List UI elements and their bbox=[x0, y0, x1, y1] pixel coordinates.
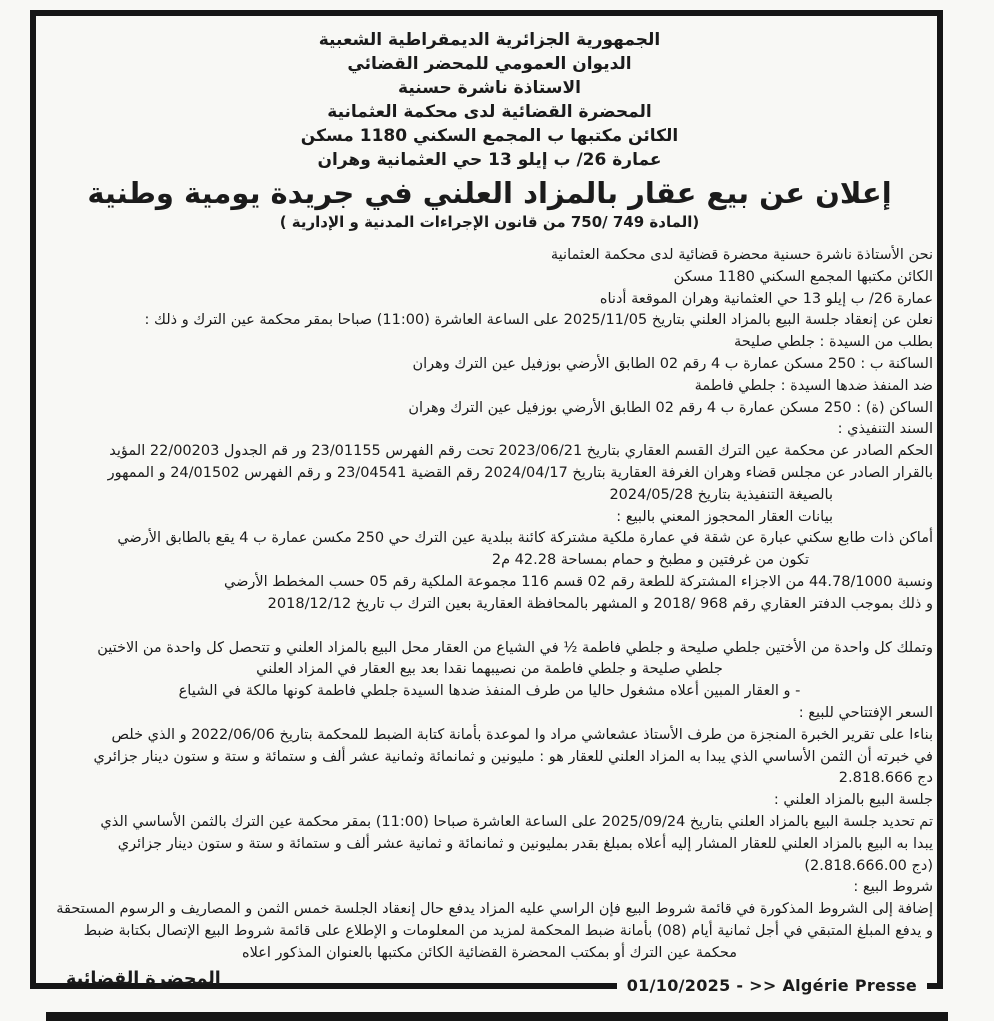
document-line: الكائن مكتبها المجمع السكني 1180 مسكن bbox=[673, 268, 933, 285]
document-line: و ذلك بموجب الدفتر العقاري رقم 968 /2018 و المشهر بالمحافظة العقارية بعين الترك ب تاريخ 2018/12/12 bbox=[267, 595, 933, 612]
document-line: بناءا على تقرير الخبرة المنجزة من طرف الأستاذ عشعاشي مراد وا لموعدة بأمانة كتابة الضبط للمحكمة بتاريخ 2022/06/06 و الذي خلص bbox=[111, 726, 933, 743]
document-line: الساكنة ب : 250 مسكن عمارة ب 4 رقم 02 الطابق الأرضي بوزفيل عين الترك وهران bbox=[412, 355, 933, 372]
header-line: الجمهورية الجزائرية الديمقراطية الشعبية bbox=[318, 30, 661, 50]
document-line: السعر الإفتتاحي للبيع : bbox=[798, 704, 933, 721]
document-line: بالقرار الصادر عن مجلس قضاء وهران الغرفة العقارية بتاريخ 2024/04/17 رقم القضية 23/04541 و رقم الفهرس 24/01502 و الممهور bbox=[107, 464, 933, 481]
page-subtitle: (المادة 749 /750 من قانون الإجراءات المدنية و الإدارية ) bbox=[279, 213, 700, 231]
document-line: بالصيغة التنفيذية بتاريخ 2024/05/28 bbox=[609, 486, 833, 503]
document-frame bbox=[30, 10, 943, 995]
document-line: وتملك كل واحدة من الأختين جلطي صليحة و جلطي فاطمة ½ في الشياع من العقار محل البيع بالمزاد العلني و تتحصل كل واحدة من الاختين bbox=[97, 639, 933, 656]
document-line: نعلن عن إنعقاد جلسة البيع بالمزاد العلني بتاريخ 2025/11/05 على الساعة العاشرة (11:00) صباحا بمقر محكمة عين الترك و ذلك : bbox=[144, 312, 933, 329]
next-document-top-border bbox=[46, 1012, 948, 1021]
document-line: بيانات العقار المحجوز المعني بالبيع : bbox=[616, 508, 833, 525]
document-line: الحكم الصادر عن محكمة عين الترك القسم العقاري بتاريخ 2023/06/21 تحت رقم الفهرس 23/01155 ور قم الجدول 22/00203 المؤيد bbox=[109, 443, 933, 460]
document-header bbox=[46, 28, 933, 172]
document-line: إضافة إلى الشروط المذكورة في قائمة شروط البيع فإن الراسي عليه المزاد يدفع حال إنعقاد الجلسة خمس الثمن و المصاريف و الرسوم المستحقة bbox=[56, 901, 933, 918]
page-title: إعلان عن بيع عقار بالمزاد العلني في جريدة يومية وطنية bbox=[87, 176, 892, 210]
document-line: دج 2.818.666 bbox=[838, 770, 933, 787]
document-line: جلطي صليحة و جلطي فاطمة من نصيبهما نقدا بعد بيع العقار في المزاد العلني bbox=[256, 661, 723, 678]
document-line: - و العقار المبين أعلاه مشغول حاليا من طرف المنفذ ضدها السيدة جلطي فاطمة كونها مالكة في الشياع bbox=[178, 683, 801, 700]
document-line: جلسة البيع بالمزاد العلني : bbox=[773, 792, 933, 809]
document-line: بطلب من السيدة : جلطي صليحة bbox=[733, 334, 933, 351]
document-line: السند التنفيذي : bbox=[837, 421, 933, 438]
document-line: الساكن (ة) : 250 مسكن عمارة ب 4 رقم 02 الطابق الأرضي بوزفيل عين الترك وهران bbox=[408, 399, 933, 416]
document-line: تم تحديد جلسة البيع بالمزاد العلني بتاريخ 2025/09/24 على الساعة العاشرة صباحا (11:00) بمقر محكمة عين الترك بالثمن الأساسي الذي bbox=[100, 813, 933, 830]
header-line: عمارة 26/ ب إيلو 13 حي العثمانية وهران bbox=[317, 150, 662, 170]
document-body bbox=[46, 245, 933, 965]
document-line: أماكن ذات طابع سكني عبارة عن شقة في عمارة ملكية مشتركة كائنة ببلدية عين الترك حي 250 مكسن عمارة ب 4 يقع بالطابق الأرضي bbox=[117, 530, 933, 547]
footer-date-label: 01/10/2025 - >> Algérie Presse bbox=[617, 975, 927, 997]
document-line: محكمة عين الترك أو بمكتب المحضرة القضائية الكائن مكتبها بالعنوان المذكور اعلاه bbox=[242, 944, 737, 961]
signature-line: المحضرة القضائية bbox=[66, 968, 221, 989]
document-line: ونسبة 44.78/1000 من الاجزاء المشتركة للطعة رقم 02 قسم 116 مجموعة الملكية رقم 05 حسب المخطط الأرضي bbox=[224, 573, 933, 590]
document-line: ضد المنفذ ضدها السيدة : جلطي فاطمة bbox=[694, 377, 933, 394]
header-line: المحضرة القضائية لدى محكمة العثمانية bbox=[327, 102, 652, 122]
document-line: (دج 2.818.666.00) bbox=[804, 857, 933, 874]
document-line: في خبرته أن الثمن الأساسي الذي يبدا به المزاد العلني للعقار هو : مليونين و ثمانمائة وثمانية عشر ألف و ستمائة و ستة و ستون دينار جزائري bbox=[93, 748, 933, 765]
header-line: الكائن مكتبها ب المجمع السكني 1180 مسكن bbox=[300, 126, 679, 146]
document-line: يبدا به البيع بالمزاد العلني للعقار المشار إليه أعلاه بمبلغ بقدر بمليونين و ثمانمائة و ثمانية عشر ألف و ستمائة و ستة و ستون دينار جزائري bbox=[117, 835, 933, 852]
document-line: و يدفع المبلغ المتبقي في أجل ثمانية أيام (08) بأمانة ضبط المحكمة لمزيد من المعلومات و الإطلاع على قائمة شروط البيع الإتصال بكتابة ضبط bbox=[83, 922, 933, 939]
document-line: نحن الأستاذة ناشرة حسنية محضرة قضائية لدى محكمة العثمانية bbox=[550, 247, 933, 263]
document-line: عمارة 26/ ب إيلو 13 حي العثمانية وهران الموقعة أدناه bbox=[599, 290, 933, 307]
header-line: الاستاذة ناشرة حسنية bbox=[398, 78, 581, 98]
header-line: الديوان العمومي للمحضر القضائي bbox=[347, 54, 632, 74]
document-line: تكون من غرفتين و مطبخ و حمام بمساحة 42.28 م2 bbox=[491, 552, 809, 569]
document-line: شروط البيع : bbox=[853, 879, 933, 896]
